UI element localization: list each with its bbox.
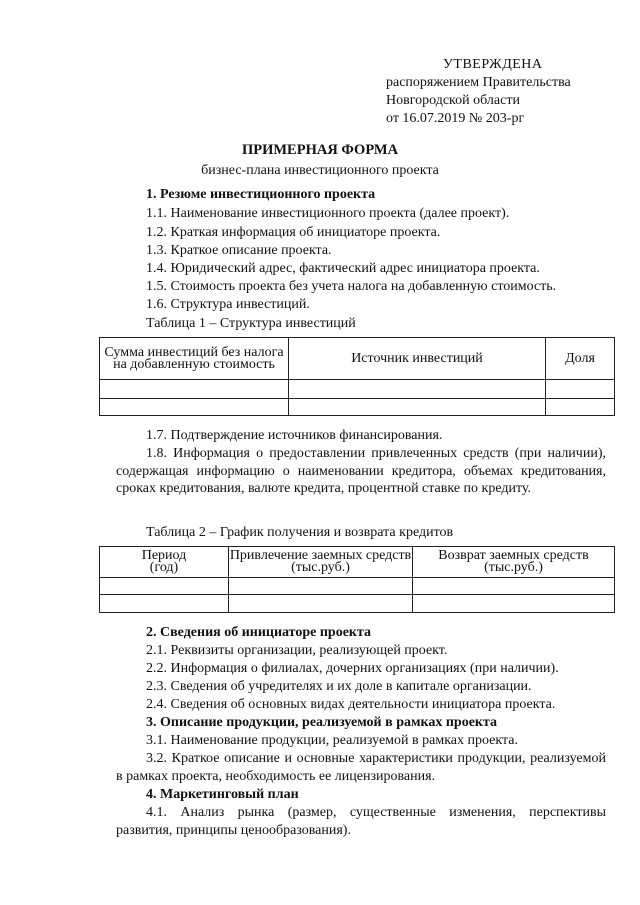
table-cell — [229, 595, 413, 613]
table-cell — [100, 595, 229, 613]
table-cell — [100, 380, 289, 399]
approval-stamp: УТВЕРЖДЕНА — [443, 57, 543, 72]
item-2-2: 2.2. Информация о филиалах, дочерних организациях (при наличии). — [146, 661, 559, 676]
item-1-2: 1.2. Краткая информация об инициаторе проекта. — [146, 225, 441, 240]
table-1 — [99, 337, 615, 416]
item-3-2: 3.2. Краткое описание и основные характеристики продукции, реализуемой в рамках проекта, необходимость ее лицензирования. — [116, 751, 606, 784]
table-2 — [99, 546, 615, 613]
table-1-caption: Таблица 1 – Структура инвестиций — [146, 316, 356, 331]
table-row — [100, 595, 615, 613]
section-3-heading: 3. Описание продукции, реализуемой в рамках проекта — [146, 715, 498, 730]
section-2-heading: 2. Сведения об инициаторе проекта — [146, 625, 372, 640]
table-2-header-repayment: Возврат заемных средств (тыс.руб.) — [413, 547, 615, 578]
item-1-6: 1.6. Структура инвестиций. — [146, 297, 310, 312]
table-cell — [289, 380, 546, 399]
section-4-heading: 4. Маркетинговый план — [146, 787, 299, 802]
item-2-4: 2.4. Сведения об основных видах деятельности инициатора проекта. — [146, 697, 556, 712]
approval-block — [386, 56, 571, 128]
table-row — [100, 547, 615, 578]
table-2-header-period: Период (год) — [100, 547, 229, 578]
document-subtitle: бизнес-плана инвестиционного проекта — [201, 163, 439, 178]
document-title: ПРИМЕРНАЯ ФОРМА — [241, 142, 399, 158]
item-1-7: 1.7. Подтверждение источников финансирования. — [146, 428, 443, 443]
item-1-8: 1.8. Информация о предоставлении привлеченных средств (при наличии), содержащая информацию о наименовании кредитора, объемах кредитования, сроках кредитования, валюте кредита, процентной ставке по кредиту. — [116, 446, 606, 496]
table-row — [100, 338, 615, 380]
item-2-1: 2.1. Реквизиты организации, реализующей проект. — [146, 643, 448, 658]
item-4-1: 4.1. Анализ рынка (размер, существенные изменения, перспективы развития, принципы ценообразования). — [116, 805, 606, 838]
approval-line-2: Новгородской области — [386, 93, 520, 108]
table-1-header-amount: Сумма инвестиций без налога на добавленную стоимость — [100, 338, 289, 380]
table-2-header-borrowing: Привлечение заемных средств (тыс.руб.) — [229, 547, 413, 578]
table-1-header-source: Источник инвестиций — [289, 338, 546, 380]
table-cell — [546, 380, 615, 399]
item-1-1: 1.1. Наименование инвестиционного проекта (далее проект). — [146, 206, 510, 221]
approval-line-1: распоряжением Правительства — [386, 75, 571, 90]
table-2-caption: Таблица 2 – График получения и возврата кредитов — [146, 525, 454, 540]
section-1-heading: 1. Резюме инвестиционного проекта — [146, 187, 376, 202]
item-1-3: 1.3. Краткое описание проекта. — [146, 243, 332, 258]
table-cell — [413, 578, 615, 595]
table-cell — [289, 399, 546, 416]
item-3-1: 3.1. Наименование продукции, реализуемой в рамках проекта. — [146, 733, 519, 748]
table-row — [100, 399, 615, 416]
approval-line-3: от 16.07.2019 № 203-рг — [386, 111, 525, 126]
table-cell — [100, 578, 229, 595]
table-cell — [100, 399, 289, 416]
item-2-3: 2.3. Сведения об учредителях и их доле в капитале организации. — [146, 679, 532, 694]
table-cell — [546, 399, 615, 416]
item-1-5: 1.5. Стоимость проекта без учета налога на добавленную стоимость. — [146, 279, 557, 294]
table-cell — [229, 578, 413, 595]
table-row — [100, 380, 615, 399]
table-1-header-share: Доля — [546, 338, 615, 380]
table-row — [100, 578, 615, 595]
item-1-4: 1.4. Юридический адрес, фактический адрес инициатора проекта. — [146, 261, 540, 276]
table-cell — [413, 595, 615, 613]
